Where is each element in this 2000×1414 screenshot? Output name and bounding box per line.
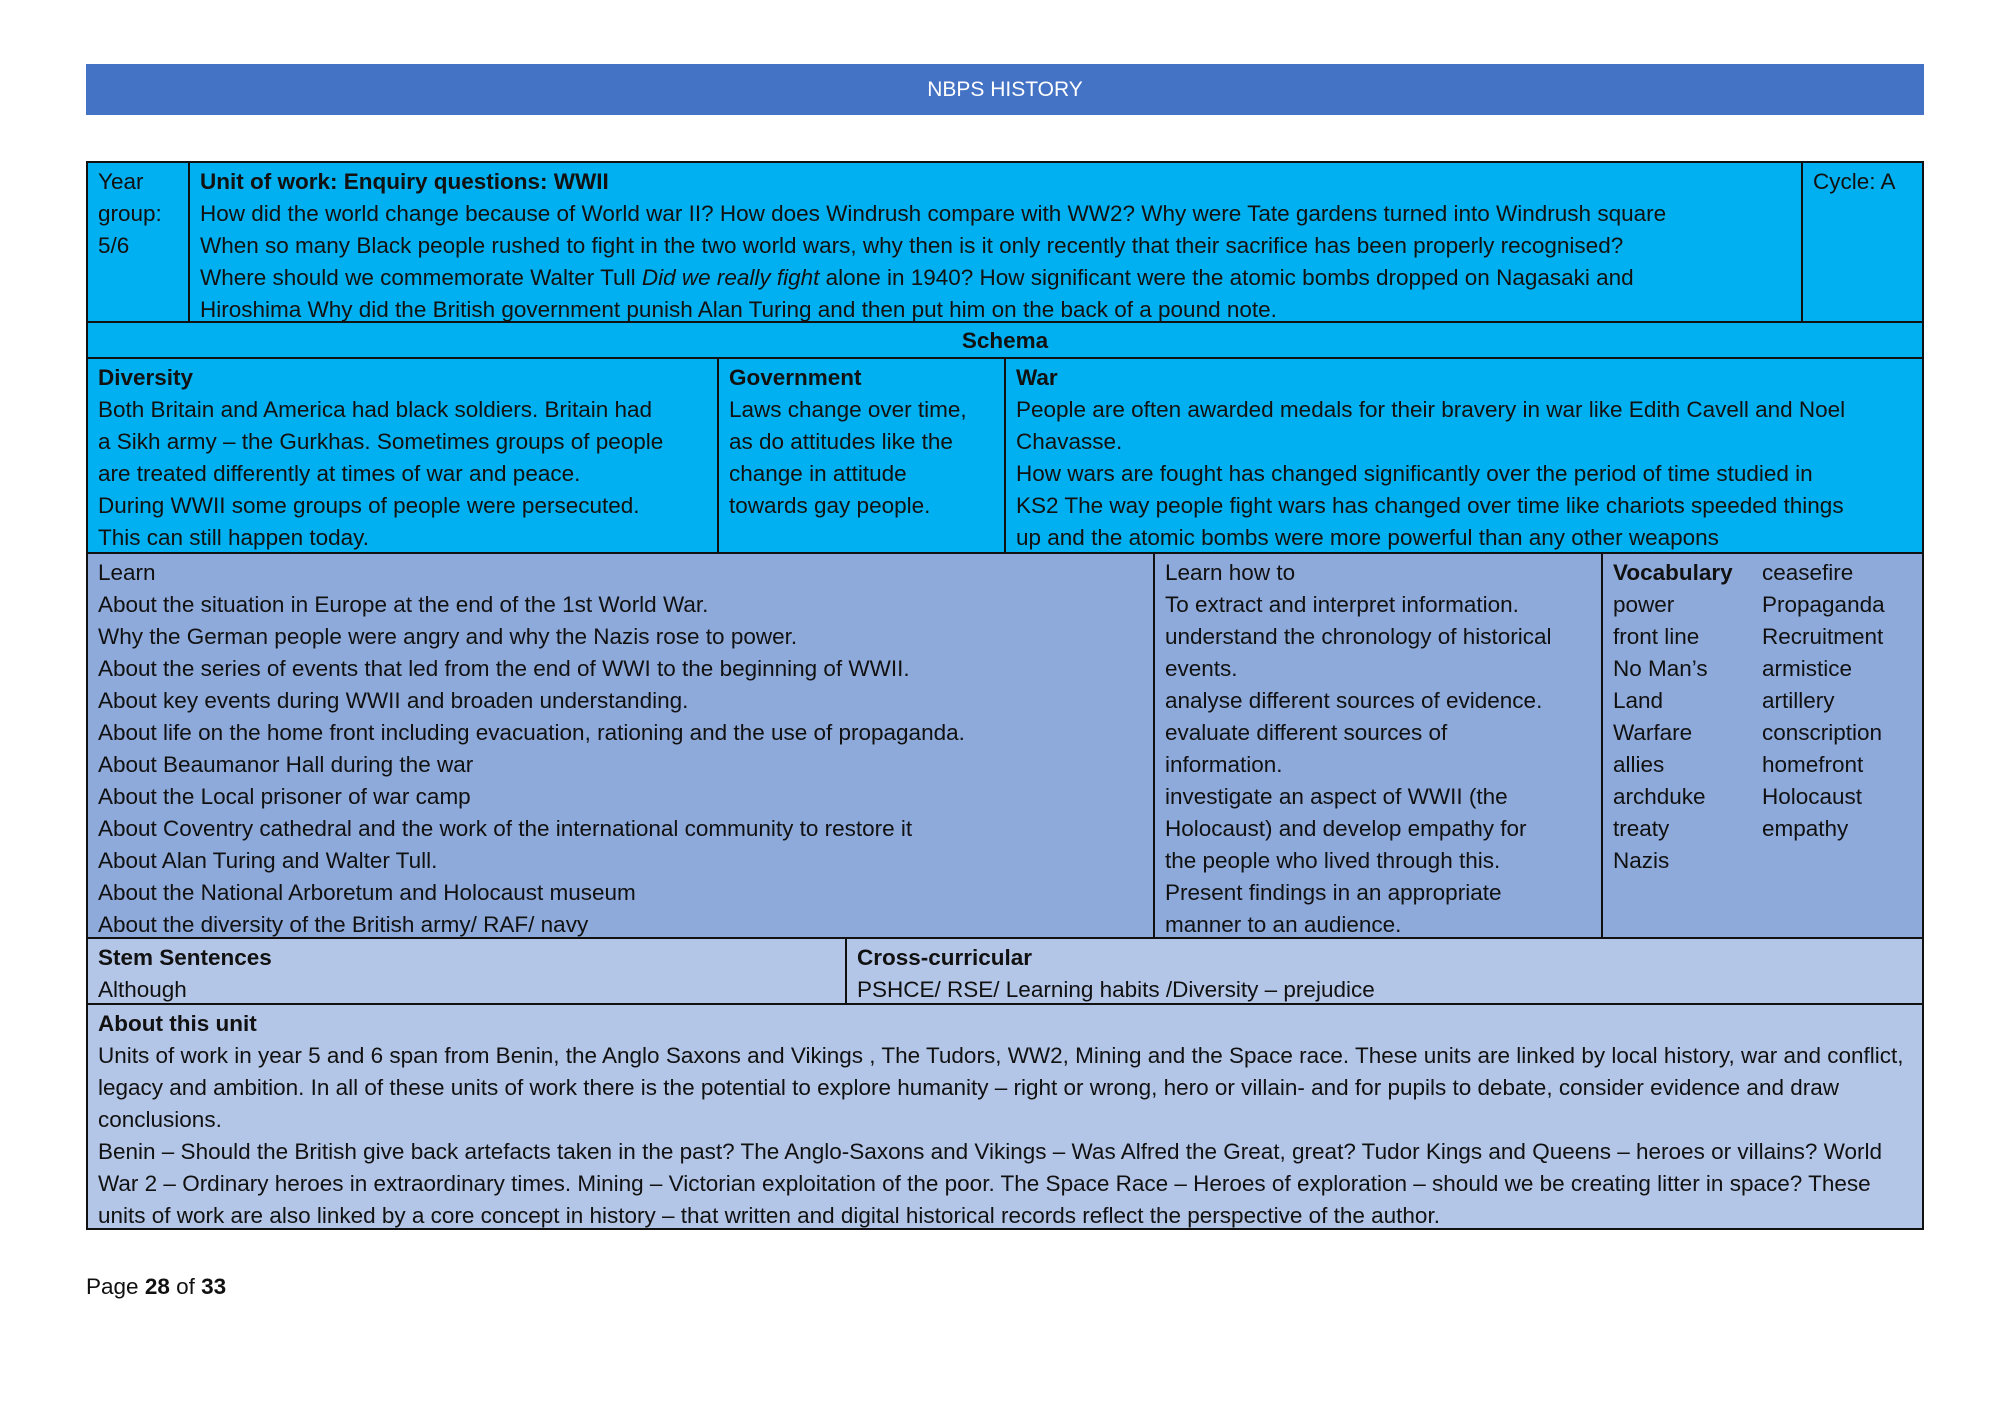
vocab-word: front line xyxy=(1613,624,1700,649)
cross-heading: Cross-curricular xyxy=(857,945,1033,970)
vocab-word: power xyxy=(1613,592,1675,617)
learn-how-line: evaluate different sources of xyxy=(1165,720,1448,745)
learn-heading: Learn xyxy=(98,560,156,585)
learn-how-line: information. xyxy=(1165,752,1283,777)
war-line: Chavasse. xyxy=(1016,429,1123,454)
vocab-word: artillery xyxy=(1762,688,1835,713)
learn-how-line: analyse different sources of evidence. xyxy=(1165,688,1543,713)
learn-item: About the situation in Europe at the end of the 1st World War. xyxy=(98,592,709,617)
vocab-word: Recruitment xyxy=(1762,624,1884,649)
government-line: towards gay people. xyxy=(729,493,931,518)
learn-how-line: Present findings in an appropriate xyxy=(1165,880,1502,905)
learn-item: About the series of events that led from the end of WWI to the beginning of WWII. xyxy=(98,656,910,681)
government-heading: Government xyxy=(729,365,862,390)
header-title: NBPS HISTORY xyxy=(927,77,1083,101)
war-cell xyxy=(1004,357,1924,554)
enquiry-italic: Did we really fight xyxy=(641,265,820,290)
stem-text: Although xyxy=(98,977,187,1002)
diversity-line: Both Britain and America had black soldiers. Britain had xyxy=(98,397,653,422)
document-header xyxy=(86,64,1924,115)
enquiry-questions-cell xyxy=(188,161,1803,323)
government-line: as do attitudes like the xyxy=(729,429,953,454)
war-heading: War xyxy=(1016,365,1058,390)
government-line: change in attitude xyxy=(729,461,907,486)
learn-how-cell xyxy=(1153,552,1603,939)
year-group-line: 5/6 xyxy=(98,233,130,258)
vocab-word: conscription xyxy=(1762,720,1883,745)
diversity-line: a Sikh army – the Gurkhas. Sometimes groups of people xyxy=(98,429,664,454)
vocabulary-col-2 xyxy=(1762,557,1885,845)
vocabulary-col-1 xyxy=(1613,557,1733,877)
about-paragraph: Units of work in year 5 and 6 span from Benin, the Anglo Saxons and Vikings , The Tudors, WW2, Mining and the Space race. These units are linked by local history, war and conflict, legacy and ambition. In all of these units of work there is the potential to explore humanity – right or wrong, hero or villain- and for pupils to debate, consider evidence and draw conclusions. xyxy=(98,1043,1904,1132)
cross-text: PSHCE/ RSE/ Learning habits /Diversity – prejudice xyxy=(857,977,1375,1002)
about-heading: About this unit xyxy=(98,1011,257,1036)
learn-how-line: Holocaust) and develop empathy for xyxy=(1165,816,1527,841)
vocab-word: ceasefire xyxy=(1762,560,1854,585)
about-paragraph: Benin – Should the British give back artefacts taken in the past? The Anglo-Saxons and Vikings – Was Alfred the Great, great? Tudor Kings and Queens – heroes or villains? World War 2 – Ordinary heroes in extraordinary times. Mining – Victorian exploitation of the poor. The Space Race – Heroes of exploration – should we be creating litter in space? These units of work are also linked by a core concept in history – that written and digital historical records reflect the perspective of the author. xyxy=(98,1139,1882,1228)
learn-item: About the National Arboretum and Holocaust museum xyxy=(98,880,636,905)
learn-how-line: investigate an aspect of WWII (the xyxy=(1165,784,1508,809)
enquiry-line: When so many Black people rushed to fight in the two world wars, why then is it only recently that their sacrifice has been properly recognised? xyxy=(200,233,1624,258)
vocab-word: armistice xyxy=(1762,656,1853,681)
learn-how-heading: Learn how to xyxy=(1165,560,1296,585)
vocab-word: treaty xyxy=(1613,816,1670,841)
schema-title: Schema xyxy=(86,321,1924,359)
learn-how-line: manner to an audience. xyxy=(1165,912,1402,937)
vocab-word: allies xyxy=(1613,752,1665,777)
learn-how-line: understand the chronology of historical xyxy=(1165,624,1552,649)
war-line: KS2 The way people fight wars has changed over time like chariots speeded things xyxy=(1016,493,1844,518)
enquiry-text: Where should we commemorate Walter Tull xyxy=(200,265,642,290)
vocab-word: empathy xyxy=(1762,816,1849,841)
learn-item: About key events during WWII and broaden understanding. xyxy=(98,688,689,713)
enquiry-text: alone in 1940? How significant were the atomic bombs dropped on Nagasaki and xyxy=(819,265,1634,290)
about-unit-cell xyxy=(86,1003,1924,1230)
learn-item: About life on the home front including evacuation, rationing and the use of propaganda. xyxy=(98,720,965,745)
enquiry-line: Hiroshima Why did the British government punish Alan Turing and then put him on the back of a pound note. xyxy=(200,297,1277,322)
vocabulary-cell xyxy=(1601,552,1924,939)
page-number: 28 xyxy=(144,1274,170,1299)
of-label: of xyxy=(176,1274,195,1299)
learn-how-line: To extract and interpret information. xyxy=(1165,592,1519,617)
page-label: Page xyxy=(86,1274,139,1299)
cycle-label: Cycle: A xyxy=(1813,169,1896,194)
vocab-word: Warfare xyxy=(1613,720,1693,745)
learn-item: About Coventry cathedral and the work of the international community to restore it xyxy=(98,816,913,841)
diversity-line: are treated differently at times of war and peace. xyxy=(98,461,581,486)
page-total: 33 xyxy=(201,1274,227,1299)
unit-title: Unit of work: Enquiry questions: WWII xyxy=(200,169,609,194)
stem-heading: Stem Sentences xyxy=(98,945,272,970)
learn-item: About the diversity of the British army/ RAF/ navy xyxy=(98,912,589,937)
year-group-line: group: xyxy=(98,201,162,226)
learn-item: About Alan Turing and Walter Tull. xyxy=(98,848,438,873)
vocab-word: homefront xyxy=(1762,752,1864,777)
war-line: People are often awarded medals for their bravery in war like Edith Cavell and Noel xyxy=(1016,397,1846,422)
diversity-heading: Diversity xyxy=(98,365,194,390)
cross-curricular-cell xyxy=(845,937,1924,1005)
learn-how-line: events. xyxy=(1165,656,1238,681)
war-line: up and the atomic bombs were more powerful than any other weapons xyxy=(1016,525,1719,550)
vocabulary-heading: Vocabulary xyxy=(1613,560,1733,585)
year-group-line: Year xyxy=(98,169,144,194)
page-footer xyxy=(86,1274,226,1300)
vocab-word: Propaganda xyxy=(1762,592,1885,617)
government-cell xyxy=(717,357,1006,554)
year-group-cell xyxy=(86,161,190,323)
learn-item: About Beaumanor Hall during the war xyxy=(98,752,474,777)
vocab-word: No Man’s xyxy=(1613,656,1708,681)
diversity-line: This can still happen today. xyxy=(98,525,369,550)
vocab-word: Nazis xyxy=(1613,848,1670,873)
war-line: How wars are fought has changed significantly over the period of time studied in xyxy=(1016,461,1813,486)
enquiry-line: How did the world change because of World war II? How does Windrush compare with WW2? Why were Tate gardens turned into Windrush square xyxy=(200,201,1667,226)
learn-how-line: the people who lived through this. xyxy=(1165,848,1501,873)
learn-cell xyxy=(86,552,1155,939)
vocab-word: Land xyxy=(1613,688,1664,713)
diversity-line: During WWII some groups of people were persecuted. xyxy=(98,493,640,518)
cycle-cell xyxy=(1801,161,1924,323)
enquiry-line xyxy=(200,262,1791,294)
learn-item: About the Local prisoner of war camp xyxy=(98,784,471,809)
vocab-word: Holocaust xyxy=(1762,784,1863,809)
government-line: Laws change over time, xyxy=(729,397,967,422)
vocab-word: archduke xyxy=(1613,784,1706,809)
stem-sentences-cell xyxy=(86,937,847,1005)
diversity-cell xyxy=(86,357,719,554)
learn-item: Why the German people were angry and why the Nazis rose to power. xyxy=(98,624,798,649)
